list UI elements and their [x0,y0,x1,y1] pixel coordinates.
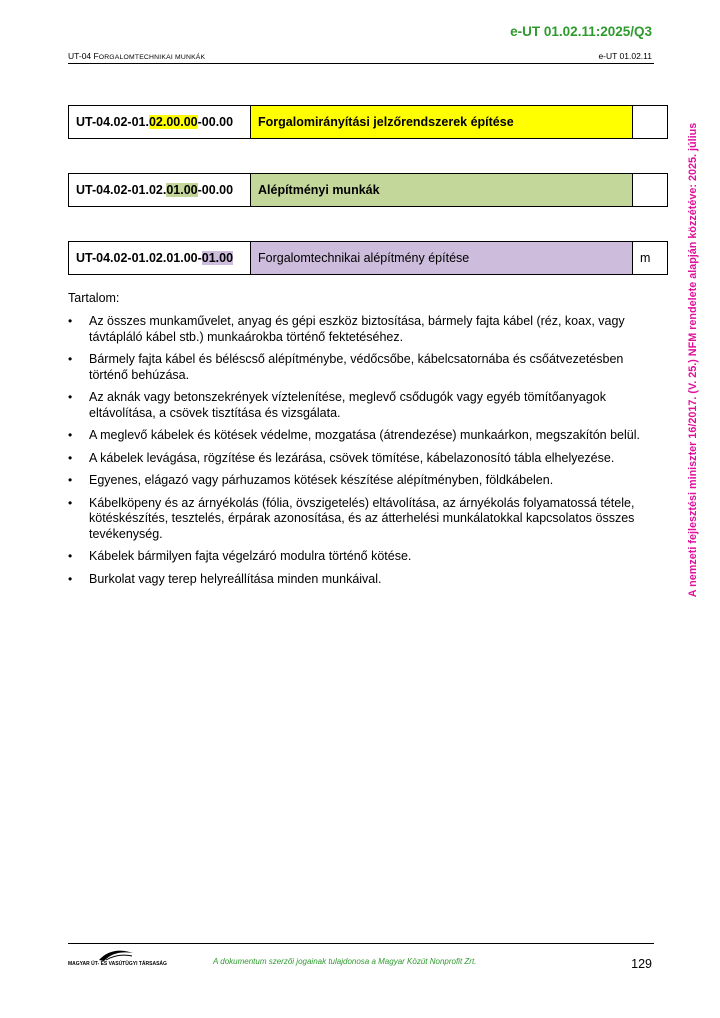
title-cell: Forgalomirányítási jelzőrendszerek építése [251,106,633,138]
code-highlight: 01.00 [166,183,198,197]
section-header-prefix: UT-04 F [68,51,99,61]
document-code: e-UT 01.02.11:2025/Q3 [510,24,652,39]
footer-divider [68,943,654,944]
code-row-sub [68,173,668,207]
code-highlight: 01.00 [201,251,234,265]
list-item: • Bármely fajta kábel és béléscső alépítménybe, védőcsőbe, kábelcsatornába és csőátvezetésben történő behúzása. [68,352,652,383]
list-item: • A meglevő kábelek és kötések védelme, mozgatása (átrendezése) munkaárkon, megszakítón belül. [68,428,652,444]
logo-text: MAGYAR ÚT- ÉS VASÚTÜGYI TÁRSASÁG [68,961,167,967]
copyright-notice: A dokumentum szerzői jogainak tulajdonosa a Magyar Közút Nonprofit Zrt. [213,957,477,966]
list-item: • Az aknák vagy betonszekrények víztelenítése, meglevő csődugók vagy egyéb tömítőanyagok eltávolítása, a csövek tisztítása és vizsgálata. [68,390,652,421]
title-cell: Forgalomtechnikai alépítmény építése [251,242,633,274]
section-header-rest: ORGALOMTECHNIKAI MUNKÁK [98,54,206,61]
code-suffix: -00.00 [197,115,234,129]
code-row-item [68,241,668,275]
standard-code: e-UT 01.02.11 [598,51,652,61]
publication-note: A nemzeti fejlesztési miniszter 16/2017. (V. 25.) NFM rendelete alapján közzétéve: 2025. július [687,122,699,598]
header-divider [68,63,654,64]
code-prefix: UT-04.02-01.02. [76,183,167,197]
code-cell [69,174,251,206]
unit-cell [633,174,667,206]
list-item: • Egyenes, elágazó vagy párhuzamos kötések készítése alépítményben, földkábelen. [68,473,652,489]
code-cell [69,242,251,274]
section-header [68,51,205,61]
title-cell: Alépítményi munkák [251,174,633,206]
society-logo [68,948,168,970]
code-prefix: UT-04.02-01. [76,115,149,129]
unit-cell: m [640,251,651,265]
list-item: • A kábelek levágása, rögzítése és lezárása, csövek tömítése, kábelazonosító tábla elhelyezése. [68,451,652,467]
logo-swoosh-icon [98,948,134,962]
list-item: • Az összes munkaművelet, anyag és gépi eszköz biztosítása, bármely fajta kábel (réz, koax, vagy távtápláló kábel stb.) munkaárokba történő fektetéséhez. [68,314,652,345]
code-row-main [68,105,668,139]
unit-cell [633,106,667,138]
content-list [68,314,652,594]
code-suffix: -00.00 [197,183,234,197]
list-item: • Kábelek bármilyen fajta végelzáró modulra történő kötése. [68,549,652,565]
code-prefix: UT-04.02-01.02.01.00- [76,251,202,265]
list-item: • Kábelköpeny és az árnyékolás (fólia, övszigetelés) eltávolítása, az árnyékolás folyamatossá tétele, kötéskészítés, tesztelés, érpárak azonosítása, és az átterhelési munkálatokkal kapcsolatos összes tevékenység. [68,496,652,543]
list-item: • Burkolat vagy terep helyreállítása minden munkáival. [68,572,652,588]
code-cell [69,106,251,138]
code-highlight: 02.00.00 [148,115,198,129]
content-label: Tartalom: [68,291,120,305]
page-number: 129 [631,957,652,971]
